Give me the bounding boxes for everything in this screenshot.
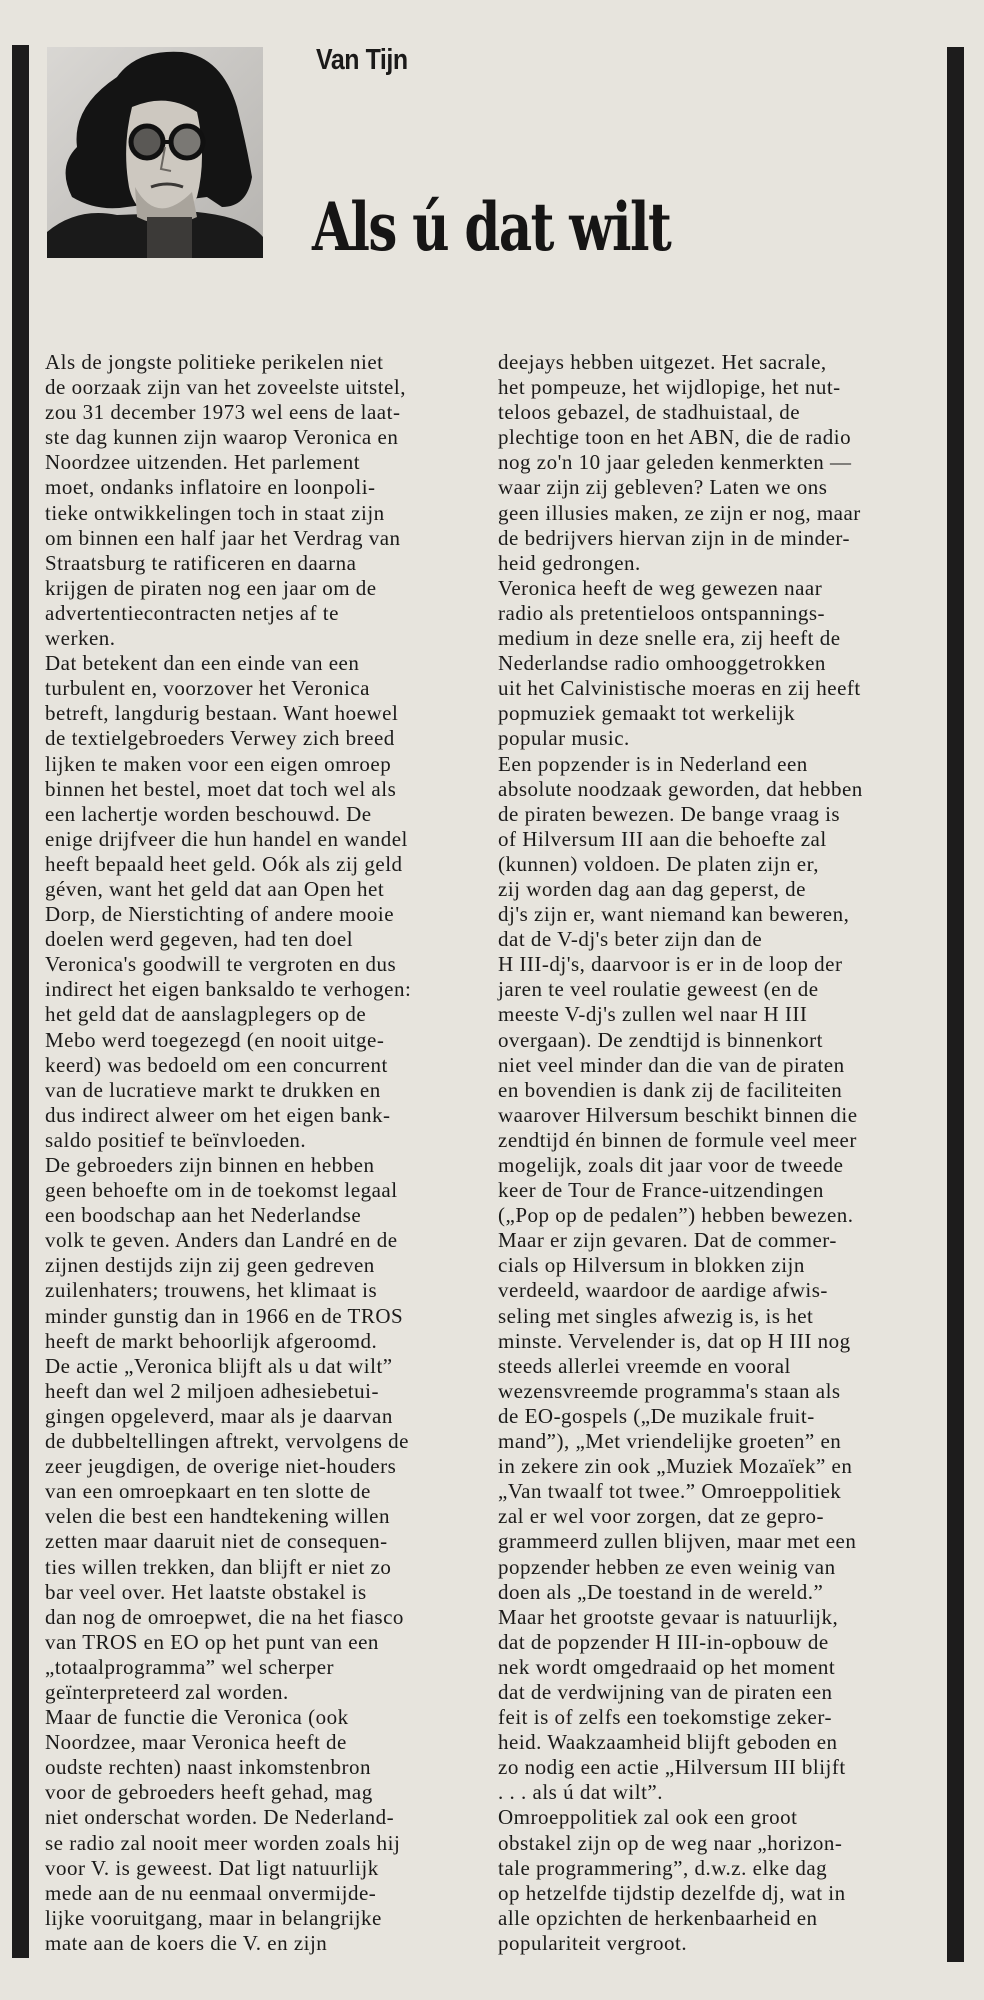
- article-text-line: Maar er zijn gevaren. Dat de commer-: [498, 1228, 837, 1253]
- article-text-line: oudste rechten) naast inkomstenbron: [45, 1755, 371, 1780]
- article-text-line: het pompeuze, het wijdlopige, het nut-: [498, 375, 841, 400]
- article-text-line: Straatsburg te ratificeren en daarna: [45, 550, 357, 575]
- article-text-line: alle opzichten de herkenbaarheid en: [498, 1905, 818, 1930]
- article-text-line: uit het Calvinistische moeras en zij heeft: [498, 676, 861, 701]
- article-text-line: de piraten bewezen. De bange vraag is: [498, 801, 841, 826]
- article-text-line: meeste V-dj's zullen wel naar H III: [498, 1002, 808, 1027]
- article-text-line: cials op Hilversum in blokken zijn: [498, 1253, 805, 1278]
- article-column-left: [45, 350, 485, 1956]
- article-text-line: waarover Hilversum beschikt binnen die: [498, 1102, 858, 1127]
- article-text-line: Maar het grootste gevaar is natuurlijk,: [498, 1604, 839, 1629]
- article-text-line: in zekere zin ook „Muziek Mozaïek” en: [498, 1454, 853, 1479]
- article-text-line: lijke vooruitgang, maar in belangrijke: [45, 1905, 382, 1930]
- article-text-line: van TROS en EO op het punt van een: [45, 1629, 379, 1654]
- article-text-line: advertentiecontracten netjes af te: [45, 600, 339, 625]
- article-text-line: radio als pretentieloos ontspannings-: [498, 600, 826, 625]
- article-text-line: zeer jeugdigen, de overige niet-houders: [45, 1454, 397, 1479]
- article-text-line: zou 31 december 1973 wel eens de laat-: [45, 400, 401, 425]
- article-text-line: dat de popzender H III-in-opbouw de: [498, 1629, 829, 1654]
- left-column-rule: [12, 45, 29, 1958]
- article-text-line: tale programmering”, d.w.z. elke dag: [498, 1855, 828, 1880]
- article-text-line: niet veel minder dan die van de piraten: [498, 1052, 845, 1077]
- article-text-line: H III-dj's, daarvoor is er in de loop der: [498, 952, 843, 977]
- article-text-line: zuilenhaters; trouwens, het klimaat is: [45, 1278, 378, 1303]
- article-text-line: mate aan de koers die V. en zijn: [45, 1930, 328, 1955]
- article-text-line: popular music.: [498, 726, 630, 751]
- article-text-line: verdeeld, waardoor de aardige afwis-: [498, 1278, 828, 1303]
- article-text-line: populariteit vergroot.: [498, 1930, 688, 1955]
- article-text-line: De gebroeders zijn binnen en hebben: [45, 1153, 375, 1177]
- article-text-line: Dat betekent dan een einde van een: [45, 651, 360, 676]
- article-text-line: „totaalprogramma” wel scherper: [45, 1654, 335, 1679]
- article-text-line: Veronica heeft de weg gewezen naar: [498, 575, 823, 600]
- article-text-line: overgaan). De zendtijd is binnenkort: [498, 1027, 823, 1052]
- article-text-line: minste. Vervelender is, dat op H III nog: [498, 1328, 851, 1353]
- article-text-line: feit is of zelfs een toekomstige zeker-: [498, 1705, 832, 1730]
- article-text-line: (kunnen) voldoen. De platen zijn er,: [498, 851, 819, 876]
- article-text-line: dat de V-dj's beter zijn dan de: [498, 927, 763, 952]
- article-text-line: volk te geven. Anders dan Landré en de: [45, 1228, 398, 1253]
- article-text-line: voor de gebroeders heeft gehad, mag: [45, 1780, 373, 1805]
- photo-glasses-right: [171, 126, 203, 158]
- article-text-line: popzender hebben ze even weinig van: [498, 1554, 836, 1579]
- article-text-line: absolute noodzaak geworden, dat hebben: [498, 776, 863, 801]
- article-text-line: de EO-gospels („De muzikale fruit-: [498, 1403, 815, 1428]
- article-text-line: wezensvreemde programma's staan als: [498, 1378, 841, 1403]
- article-text-line: geen illusies maken, ze zijn er nog, maar: [498, 500, 861, 525]
- article-text-line: Mebo werd toegezegd (en nooit uitge-: [45, 1027, 385, 1052]
- article-text-line: jaren te veel roulatie geweest (en de: [498, 977, 819, 1002]
- article-text-line: nek wordt omgedraaid op het moment: [498, 1654, 836, 1679]
- article-text-line: ste dag kunnen zijn waarop Veronica en: [45, 425, 399, 450]
- article-text-line: om binnen een half jaar het Verdrag van: [45, 525, 401, 550]
- article-text-line: de textielgebroeders Verwey zich breed: [45, 726, 395, 751]
- article-text-line: voor V. is geweest. Dat ligt natuurlijk: [45, 1855, 379, 1880]
- article-text-line: teloos gebazel, de stadhuistaal, de: [498, 400, 801, 425]
- article-text-line: zo nodig een actie „Hilversum III blijft: [498, 1755, 846, 1780]
- article-text-line: mogelijk, zoals dit jaar voor de tweede: [498, 1153, 844, 1177]
- article-text-line: Noordzee uitzenden. Het parlement: [45, 450, 361, 475]
- article-text-line: géven, want het geld dat aan Open het: [45, 876, 385, 901]
- article-text-line: bar veel over. Het laatste obstakel is: [45, 1579, 367, 1604]
- article-text-line: minder gunstig dan in 1966 en de TROS: [45, 1303, 404, 1328]
- article-text-line: van de lucratieve markt te drukken en: [45, 1077, 381, 1102]
- article-text-line: Een popzender is in Nederland een: [498, 751, 808, 776]
- article-text-line: indirect het eigen banksaldo te verhogen:: [45, 977, 412, 1002]
- article-text-line: mand”), „Met vriendelijke groeten” en: [498, 1429, 842, 1454]
- article-text-line: niet onderschat worden. De Nederland-: [45, 1805, 395, 1830]
- article-text-line: de oorzaak zijn van het zoveelste uitstel,: [45, 375, 406, 400]
- article-text-line: het geld dat de aanslagplegers op de: [45, 1002, 367, 1027]
- article-text-line: betreft, langdurig bestaan. Want hoewel: [45, 701, 399, 726]
- article-text-line: moet, ondanks inflatoire en loonpoli-: [45, 475, 376, 500]
- article-text-line: nog zo'n 10 jaar geleden kenmerkten —: [498, 450, 852, 475]
- article-text-line: lijken te maken voor een eigen omroep: [45, 751, 392, 776]
- article-text-line: se radio zal nooit meer worden zoals hij: [45, 1830, 401, 1855]
- article-text-line: plechtige toon en het ABN, die de radio: [498, 425, 852, 450]
- article-text-line: Nederlandse radio omhooggetrokken: [498, 651, 826, 676]
- article-column-right: [498, 350, 943, 1956]
- article-text-line: grammeerd zullen blijven, maar met een: [498, 1529, 857, 1554]
- article-text-line: ties willen trekken, dan blijft er niet zo: [45, 1554, 392, 1579]
- article-text-line: Omroeppolitiek zal ook een groot: [498, 1805, 798, 1830]
- article-text-line: („Pop op de pedalen”) hebben bewezen.: [498, 1203, 854, 1228]
- photo-glasses-left: [131, 126, 163, 158]
- article-text-line: keer de Tour de France-uitzendingen: [498, 1178, 824, 1203]
- article-text-line: een boodschap aan het Nederlandse: [45, 1203, 362, 1228]
- article-text-line: werken.: [45, 626, 116, 651]
- article-text-line: en bovendien is dank zij de faciliteiten: [498, 1077, 843, 1102]
- article-text-line: turbulent en, voorzover het Veronica: [45, 676, 370, 701]
- author-photo: [47, 47, 263, 258]
- article-text-line: mede aan de nu eenmaal onvermijde-: [45, 1880, 377, 1905]
- article-text-line: zijnen destijds zijn zij geen gedreven: [45, 1253, 375, 1278]
- article-text-line: heid. Waakzaamheid blijft geboden en: [498, 1730, 838, 1755]
- article-text-line: dat de verdwijning van de piraten een: [498, 1679, 833, 1704]
- article-text-line: medium in deze snelle era, zij heeft de: [498, 626, 841, 651]
- article-text-line: . . . als ú dat wilt”.: [498, 1780, 663, 1805]
- article-text-line: enige drijfveer die hun handel en wandel: [45, 826, 408, 851]
- article-text-line: tieke ontwikkelingen toch in staat zijn: [45, 500, 385, 525]
- article-text-line: krijgen de piraten nog een jaar om de: [45, 575, 377, 600]
- article-text-line: Noordzee, maar Veronica heeft de: [45, 1730, 347, 1755]
- article-text-line: steeds allerlei vreemde en vooral: [498, 1353, 791, 1378]
- author-byline: Van Tijn: [316, 44, 408, 76]
- article-text-line: saldo positief te beïnvloeden.: [45, 1127, 307, 1152]
- article-text-line: seling met singles afwezig is, is het: [498, 1303, 814, 1328]
- article-text-line: De actie „Veronica blijft als u dat wilt”: [45, 1353, 393, 1378]
- article-text-line: de bedrijvers hiervan zijn in de minder-: [498, 525, 850, 550]
- article-text-line: „Van twaalf tot twee.” Omroeppolitiek: [498, 1479, 842, 1504]
- article-text-line: velen die best een handtekening willen: [45, 1504, 390, 1529]
- article-text-line: Dorp, de Nierstichting of andere mooie: [45, 902, 395, 927]
- article-text-line: dj's zijn er, want niemand kan beweren,: [498, 902, 850, 927]
- article-text-line: zetten maar daaruit niet de consequen-: [45, 1529, 388, 1554]
- article-text-line: doelen werd gegeven, had ten doel: [45, 927, 354, 952]
- article-text-line: heeft dan wel 2 miljoen adhesiebetui-: [45, 1378, 379, 1403]
- article-text-line: deejays hebben uitgezet. Het sacrale,: [498, 350, 827, 374]
- article-text-line: of Hilversum III aan die behoefte zal: [498, 826, 827, 851]
- article-text-line: van een omroepkaart en ten slotte de: [45, 1479, 371, 1504]
- article-text-line: geïnterpreteerd zal worden.: [45, 1679, 289, 1704]
- article-text-line: zal er wel voor zorgen, dat ze gepro-: [498, 1504, 824, 1529]
- article-text-line: een lachertje worden beschouwd. De: [45, 801, 372, 826]
- right-column-rule: [947, 47, 964, 1962]
- article-text-line: heeft de markt behoorlijk afgeroomd.: [45, 1328, 378, 1353]
- article-text-line: dan nog de omroepwet, die na het fiasco: [45, 1604, 404, 1629]
- article-text-line: Veronica's goodwill te vergroten en dus: [45, 952, 397, 977]
- article-title: Als ú dat wilt: [312, 188, 671, 266]
- article-text-line: gingen opgeleverd, maar als je daarvan: [45, 1403, 393, 1428]
- article-text-line: popmuziek gemaakt tot werkelijk: [498, 701, 796, 726]
- article-text-line: Als de jongste politieke perikelen niet: [45, 350, 384, 374]
- article-text-line: doen als „De toestand in de wereld.”: [498, 1579, 824, 1604]
- article-text-line: binnen het bestel, moet dat toch wel als: [45, 776, 397, 801]
- article-text-line: dus indirect alweer om het eigen bank-: [45, 1102, 391, 1127]
- article-text-line: heeft bepaald heet geld. Oók als zij geld: [45, 851, 403, 876]
- article-text-line: obstakel zijn op de weg naar „horizon-: [498, 1830, 843, 1855]
- article-text-line: Maar de functie die Veronica (ook: [45, 1705, 349, 1730]
- article-text-line: waar zijn zij gebleven? Laten we ons: [498, 475, 828, 500]
- article-text-line: heid gedrongen.: [498, 550, 641, 575]
- article-text-line: zendtijd én binnen de formule veel meer: [498, 1127, 857, 1152]
- article-text-line: keerd) was bedoeld om een concurrent: [45, 1052, 388, 1077]
- article-text-line: geen behoefte om in de toekomst legaal: [45, 1178, 398, 1203]
- article-text-line: zij worden dag aan dag geperst, de: [498, 876, 806, 901]
- article-text-line: de dubbeltellingen aftrekt, vervolgens de: [45, 1429, 409, 1454]
- article-text-line: op hetzelfde tijdstip dezelfde dj, wat in: [498, 1880, 846, 1905]
